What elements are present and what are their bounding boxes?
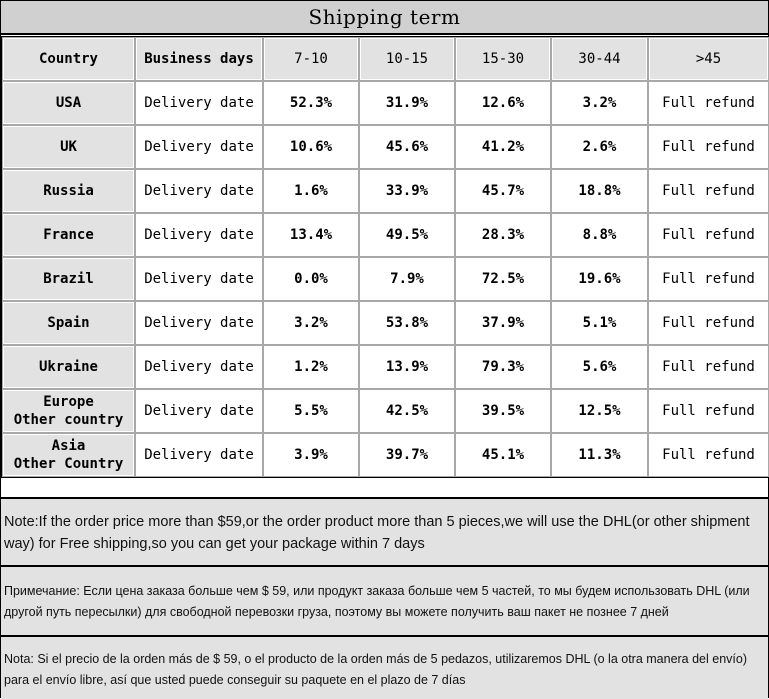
country-subname: Other Country (13, 456, 124, 472)
full-refund-cell: Full refund (649, 170, 768, 212)
table-title: Shipping term (1, 1, 768, 35)
header-range-30-44: 30-44 (552, 38, 647, 80)
country-cell (3, 434, 134, 476)
delivery-date-label: Delivery date (136, 126, 262, 168)
country-cell (3, 302, 134, 344)
header-range-over-45: >45 (649, 38, 768, 80)
percent-cell: 1.2% (264, 346, 358, 388)
full-refund-cell: Full refund (649, 302, 768, 344)
country-name: Spain (47, 315, 90, 331)
header-range-10-15: 10-15 (360, 38, 454, 80)
full-refund-cell: Full refund (649, 126, 768, 168)
delivery-date-label: Delivery date (136, 214, 262, 256)
full-refund-cell: Full refund (649, 346, 768, 388)
percent-cell: 5.1% (552, 302, 647, 344)
percent-cell: 45.1% (456, 434, 550, 476)
delivery-date-label: Delivery date (136, 170, 262, 212)
percent-cell: 13.4% (264, 214, 358, 256)
percent-cell: 52.3% (264, 82, 358, 124)
country-cell (3, 214, 134, 256)
percent-cell: 7.9% (360, 258, 454, 300)
header-range-15-30: 15-30 (456, 38, 550, 80)
full-refund-cell: Full refund (649, 258, 768, 300)
percent-cell: 42.5% (360, 390, 454, 432)
percent-cell: 37.9% (456, 302, 550, 344)
percent-cell: 8.8% (552, 214, 647, 256)
table-row (3, 302, 768, 344)
delivery-date-label: Delivery date (136, 390, 262, 432)
header-range-7-10: 7-10 (264, 38, 358, 80)
delivery-date-label: Delivery date (136, 302, 262, 344)
table-row (3, 170, 768, 212)
country-name: USA (55, 95, 82, 111)
country-cell (3, 390, 134, 432)
table-row (3, 82, 768, 124)
country-name: France (43, 227, 94, 243)
note-english: Note:If the order price more than $59,or the order product more than 5 pieces,we will use the DHL(or other shipment way) for Free shipping,so you can get your package within 7 days (1, 497, 768, 565)
country-cell (3, 346, 134, 388)
percent-cell: 18.8% (552, 170, 647, 212)
table-row (3, 434, 768, 476)
percent-cell: 12.5% (552, 390, 647, 432)
percent-cell: 13.9% (360, 346, 454, 388)
delivery-date-label: Delivery date (136, 346, 262, 388)
note-russian: Примечание: Если цена заказа больше чем $ 59, или продукт заказа больше чем 5 частей, то мы будем использовать DHL (или другой путь пересылки) для свободной перевозки груза, поэтому вы можете получить ваш пакет не познее 7 дней (1, 565, 768, 635)
percent-cell: 39.7% (360, 434, 454, 476)
full-refund-cell: Full refund (649, 434, 768, 476)
percent-cell: 33.9% (360, 170, 454, 212)
note-spanish: Nota: Si el precio de la orden más de $ 59, o el producto de la orden más de 5 pedazos, utilizaremos DHL (o la otra manera del envío) para el envío libre, así que usted puede conseguir su paquete en el plazo de 7 días (1, 635, 768, 699)
delivery-date-label: Delivery date (136, 434, 262, 476)
table-row (3, 390, 768, 432)
percent-cell: 5.6% (552, 346, 647, 388)
percent-cell: 72.5% (456, 258, 550, 300)
header-country: Country (3, 38, 134, 80)
percent-cell: 12.6% (456, 82, 550, 124)
percent-cell: 28.3% (456, 214, 550, 256)
percent-cell: 10.6% (264, 126, 358, 168)
country-name: UK (60, 139, 77, 155)
percent-cell: 5.5% (264, 390, 358, 432)
percent-cell: 39.5% (456, 390, 550, 432)
country-name: Russia (43, 183, 94, 199)
country-name: Brazil (43, 271, 94, 287)
full-refund-cell: Full refund (649, 82, 768, 124)
percent-cell: 31.9% (360, 82, 454, 124)
country-cell (3, 82, 134, 124)
table-row (3, 258, 768, 300)
percent-cell: 11.3% (552, 434, 647, 476)
header-business-days: Business days (136, 38, 262, 80)
percent-cell: 45.6% (360, 126, 454, 168)
country-name: Europe (43, 394, 94, 410)
percent-cell: 3.9% (264, 434, 358, 476)
country-subname: Other country (13, 412, 124, 428)
percent-cell: 1.6% (264, 170, 358, 212)
country-cell (3, 170, 134, 212)
country-cell (3, 126, 134, 168)
country-cell (3, 258, 134, 300)
full-refund-cell: Full refund (649, 390, 768, 432)
percent-cell: 19.6% (552, 258, 647, 300)
country-name: Asia (51, 438, 86, 454)
table-row (3, 214, 768, 256)
percent-cell: 3.2% (264, 302, 358, 344)
percent-cell: 3.2% (552, 82, 647, 124)
percent-cell: 79.3% (456, 346, 550, 388)
percent-cell: 45.7% (456, 170, 550, 212)
delivery-date-label: Delivery date (136, 258, 262, 300)
percent-cell: 2.6% (552, 126, 647, 168)
percent-cell: 49.5% (360, 214, 454, 256)
table-row (3, 346, 768, 388)
full-refund-cell: Full refund (649, 214, 768, 256)
percent-cell: 53.8% (360, 302, 454, 344)
header-row (3, 38, 768, 80)
delivery-date-label: Delivery date (136, 82, 262, 124)
country-name: Ukraine (38, 359, 98, 375)
table-row (3, 126, 768, 168)
shipping-table (1, 36, 769, 478)
percent-cell: 41.2% (456, 126, 550, 168)
notes-section (1, 497, 768, 699)
percent-cell: 0.0% (264, 258, 358, 300)
